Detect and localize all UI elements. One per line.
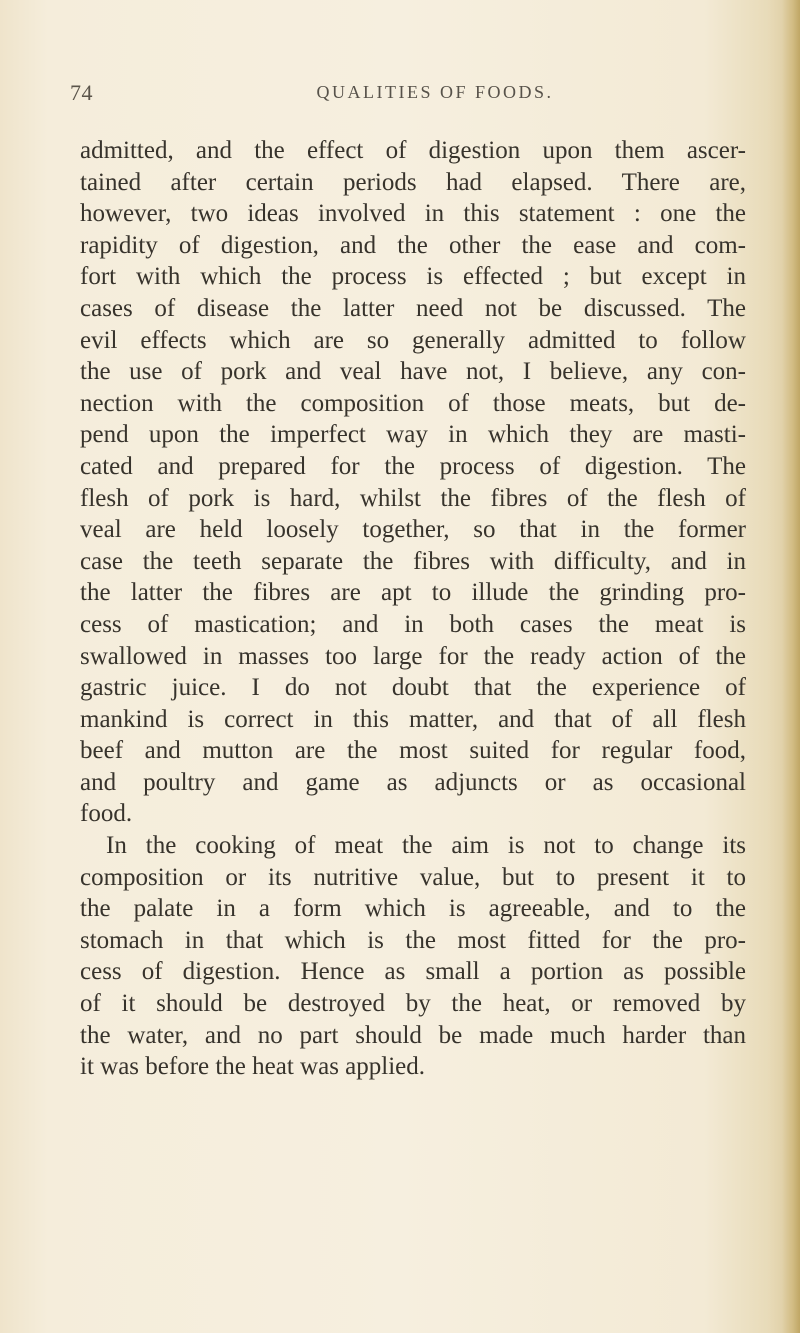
text-line: swallowed in masses too large for the ready action of the: [80, 642, 746, 670]
text-line: fort with which the process is effected ; but except in: [80, 263, 746, 291]
text-line: cases of disease the latter need not be discussed. The: [80, 294, 746, 322]
body-text: [80, 135, 746, 1083]
text-line: tained after certain periods had elapsed. There are,: [80, 168, 746, 196]
text-line: evil effects which are so generally admitted to follow: [80, 326, 746, 354]
text-line: and poultry and game as adjuncts or as occasional: [80, 768, 746, 796]
text-line: gastric juice. I do not doubt that the experience of: [80, 674, 746, 702]
text-line: rapidity of digestion, and the other the ease and com-: [80, 231, 746, 259]
text-line: food.: [80, 800, 133, 828]
text-line: the palate in a form which is agreeable, and to the: [80, 895, 746, 923]
text-line: cated and prepared for the process of digestion. The: [80, 452, 746, 480]
text-line: pend upon the imperfect way in which they are masti-: [80, 421, 746, 449]
text-line: admitted, and the effect of digestion upon them ascer-: [80, 137, 746, 164]
text-line: In the cooking of meat the aim is not to change its: [106, 832, 746, 860]
text-line: the water, and no part should be made much harder than: [80, 1021, 746, 1049]
text-line: case the teeth separate the fibres with difficulty, and in: [80, 547, 746, 575]
text-line: it was before the heat was applied.: [80, 1053, 426, 1081]
page-header: [70, 80, 760, 110]
text-line: cess of digestion. Hence as small a portion as possible: [80, 958, 746, 986]
running-head: QUALITIES OF FOODS.: [316, 82, 554, 102]
text-line: flesh of pork is hard, whilst the fibres of the flesh of: [80, 484, 746, 512]
text-line: veal are held loosely together, so that in the former: [80, 516, 746, 544]
text-line: however, two ideas involved in this statement : one the: [80, 200, 746, 228]
text-line: composition or its nutritive value, but to present it to: [80, 863, 746, 891]
text-line: the use of pork and veal have not, I believe, any con-: [80, 358, 746, 386]
text-line: beef and mutton are the most suited for regular food,: [80, 737, 746, 765]
text-line: mankind is correct in this matter, and that of all flesh: [80, 705, 746, 733]
text-line: cess of mastication; and in both cases the meat is: [80, 610, 746, 638]
text-line: nection with the composition of those meats, but de-: [80, 389, 746, 417]
text-line: the latter the fibres are apt to illude the grinding pro-: [80, 579, 746, 607]
page-number: 74: [70, 80, 93, 105]
text-line: stomach in that which is the most fitted for the pro-: [80, 926, 746, 954]
paragraph: [80, 135, 746, 830]
text-line: of it should be destroyed by the heat, or removed by: [80, 990, 746, 1018]
page-edge-shadow: [782, 0, 800, 1333]
paragraph: [80, 830, 746, 1083]
